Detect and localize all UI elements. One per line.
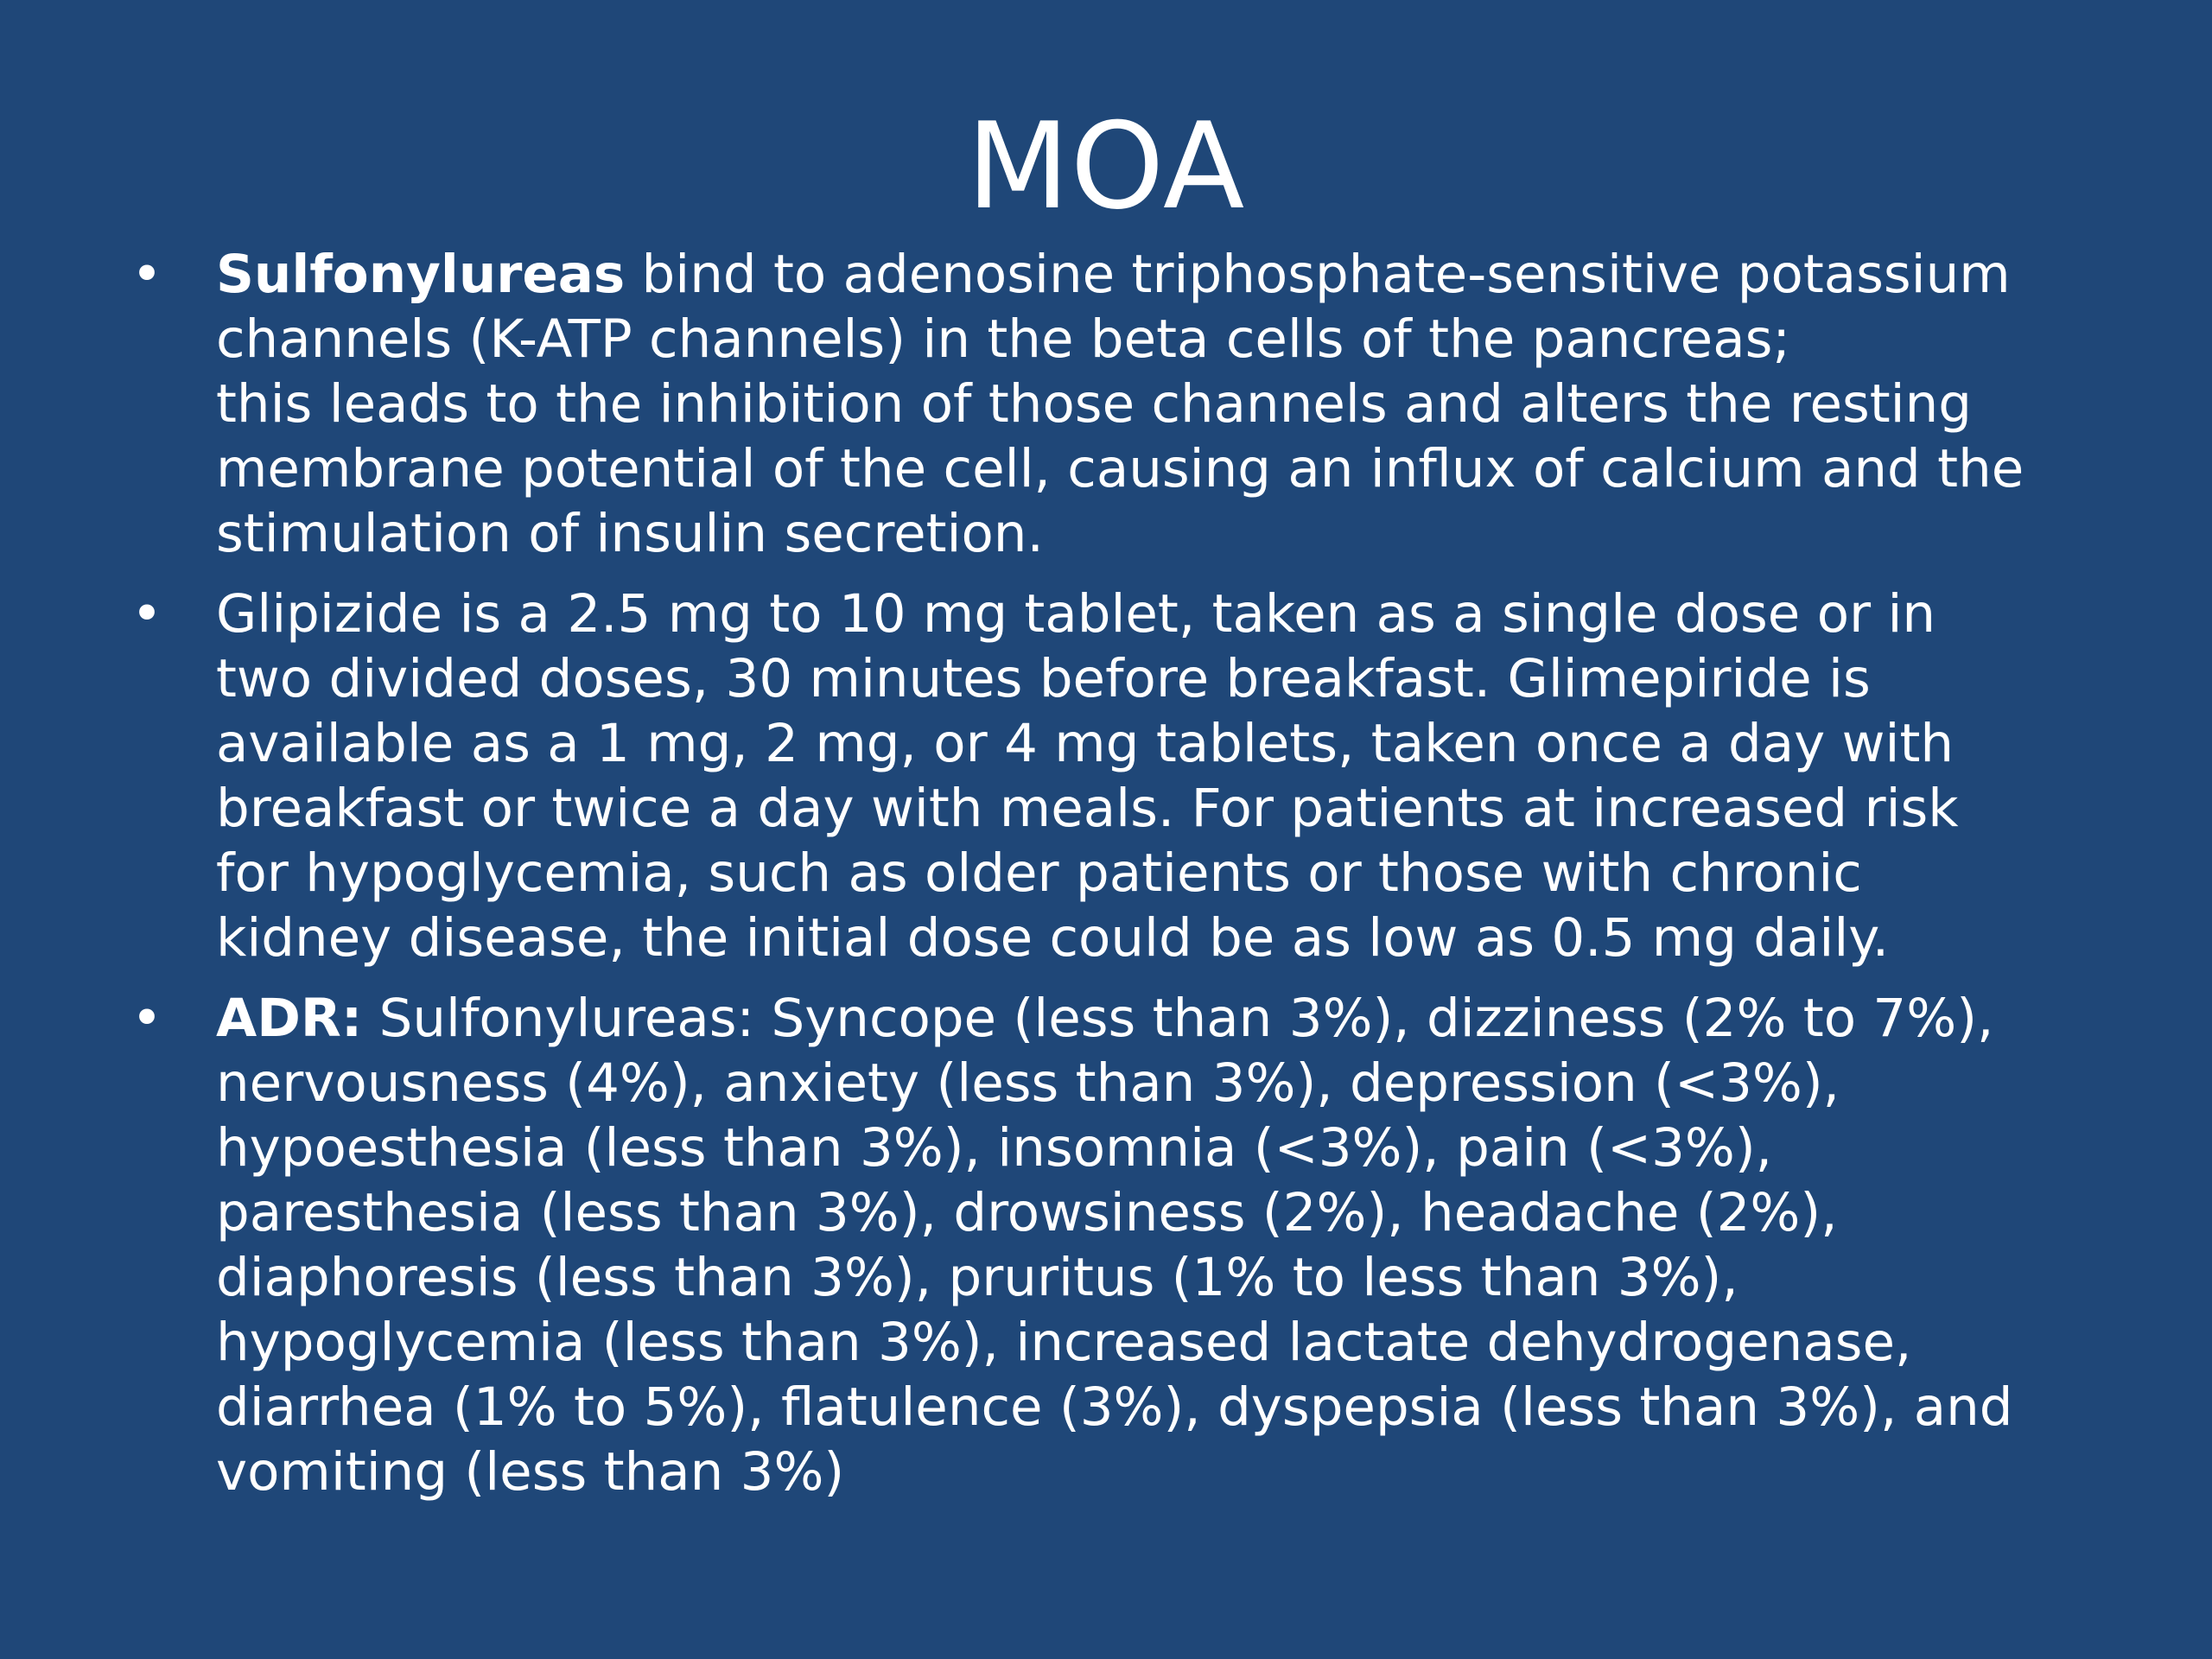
- bullet-line: [216, 1180, 2117, 1245]
- bullet-line-text: vomiting (less than 3%): [216, 1441, 845, 1503]
- bullet-line: [216, 582, 2117, 646]
- bullet-line: [216, 841, 2117, 906]
- bullet-line-text: this leads to the inhibition of those channels and alters the resting: [216, 373, 1973, 435]
- bullet-line: [216, 1051, 2117, 1116]
- bullet-line: [216, 711, 2117, 776]
- bullet-item: [130, 986, 2117, 1504]
- bullet-item: [130, 582, 2117, 970]
- bullet-line-text: two divided doses, 30 minutes before breakfast. Glimepiride is: [216, 648, 1871, 709]
- bullet-line: [216, 1310, 2117, 1375]
- bullet-line-text: stimulation of insulin secretion.: [216, 503, 1044, 564]
- bullet-line: [216, 1440, 2117, 1504]
- bullet-line-text: diarrhea (1% to 5%), flatulence (3%), dyspepsia (less than 3%), and: [216, 1376, 2013, 1438]
- bullet-lead-term: ADR:: [216, 988, 363, 1049]
- bullet-line: [216, 986, 2117, 1051]
- bullet-line-text: for hypoglycemia, such as older patients or those with chronic: [216, 842, 1862, 904]
- bullet-line: [216, 1116, 2117, 1180]
- bullet-line-text: Glipizide is a 2.5 mg to 10 mg tablet, taken as a single dose or in: [216, 583, 1936, 645]
- bullet-dot-icon: •: [131, 988, 162, 1049]
- bullet-line-text: nervousness (4%), anxiety (less than 3%), depression (<3%),: [216, 1052, 1840, 1114]
- bullet-line: [216, 307, 2117, 372]
- bullet-line-text: channels (K-ATP channels) in the beta cells of the pancreas;: [216, 308, 1790, 370]
- bullet-line-text: paresthesia (less than 3%), drowsiness (2%), headache (2%),: [216, 1182, 1838, 1243]
- bullet-line-text: available as a 1 mg, 2 mg, or 4 mg tablets, taken once a day with: [216, 713, 1955, 774]
- slide-title: MOA: [966, 97, 1246, 236]
- bullet-line-text: hypoglycemia (less than 3%), increased lactate dehydrogenase,: [216, 1312, 1912, 1373]
- bullet-item: [130, 242, 2117, 566]
- bullet-line-text: membrane potential of the cell, causing an influx of calcium and the: [216, 438, 2024, 499]
- bullet-line: [216, 436, 2117, 501]
- bullet-line-text: kidney disease, the initial dose could be as low as 0.5 mg daily.: [216, 907, 1890, 969]
- bullet-line: [216, 242, 2117, 307]
- bullet-line: [216, 1245, 2117, 1310]
- bullet-line-text: hypoesthesia (less than 3%), insomnia (<3%), pain (<3%),: [216, 1117, 1773, 1179]
- bullet-line: [216, 501, 2117, 566]
- bullet-line-text: breakfast or twice a day with meals. For patients at increased risk: [216, 778, 1959, 839]
- bullet-lead-term: Sulfonylureas: [216, 244, 626, 305]
- bullet-line: [216, 372, 2117, 436]
- bullet-line: [216, 776, 2117, 841]
- bullet-dot-icon: •: [131, 244, 162, 305]
- bullet-line-text: bind to adenosine triphosphate-sensitive potassium: [625, 244, 2011, 305]
- bullet-line-text: Sulfonylureas: Syncope (less than 3%), dizziness (2% to 7%),: [362, 988, 1994, 1049]
- bullet-list: [130, 242, 2117, 1520]
- bullet-line: [216, 646, 2117, 711]
- bullet-dot-icon: •: [131, 583, 162, 645]
- bullet-line-text: diaphoresis (less than 3%), pruritus (1% to less than 3%),: [216, 1247, 1738, 1308]
- bullet-line: [216, 906, 2117, 970]
- bullet-line: [216, 1375, 2117, 1440]
